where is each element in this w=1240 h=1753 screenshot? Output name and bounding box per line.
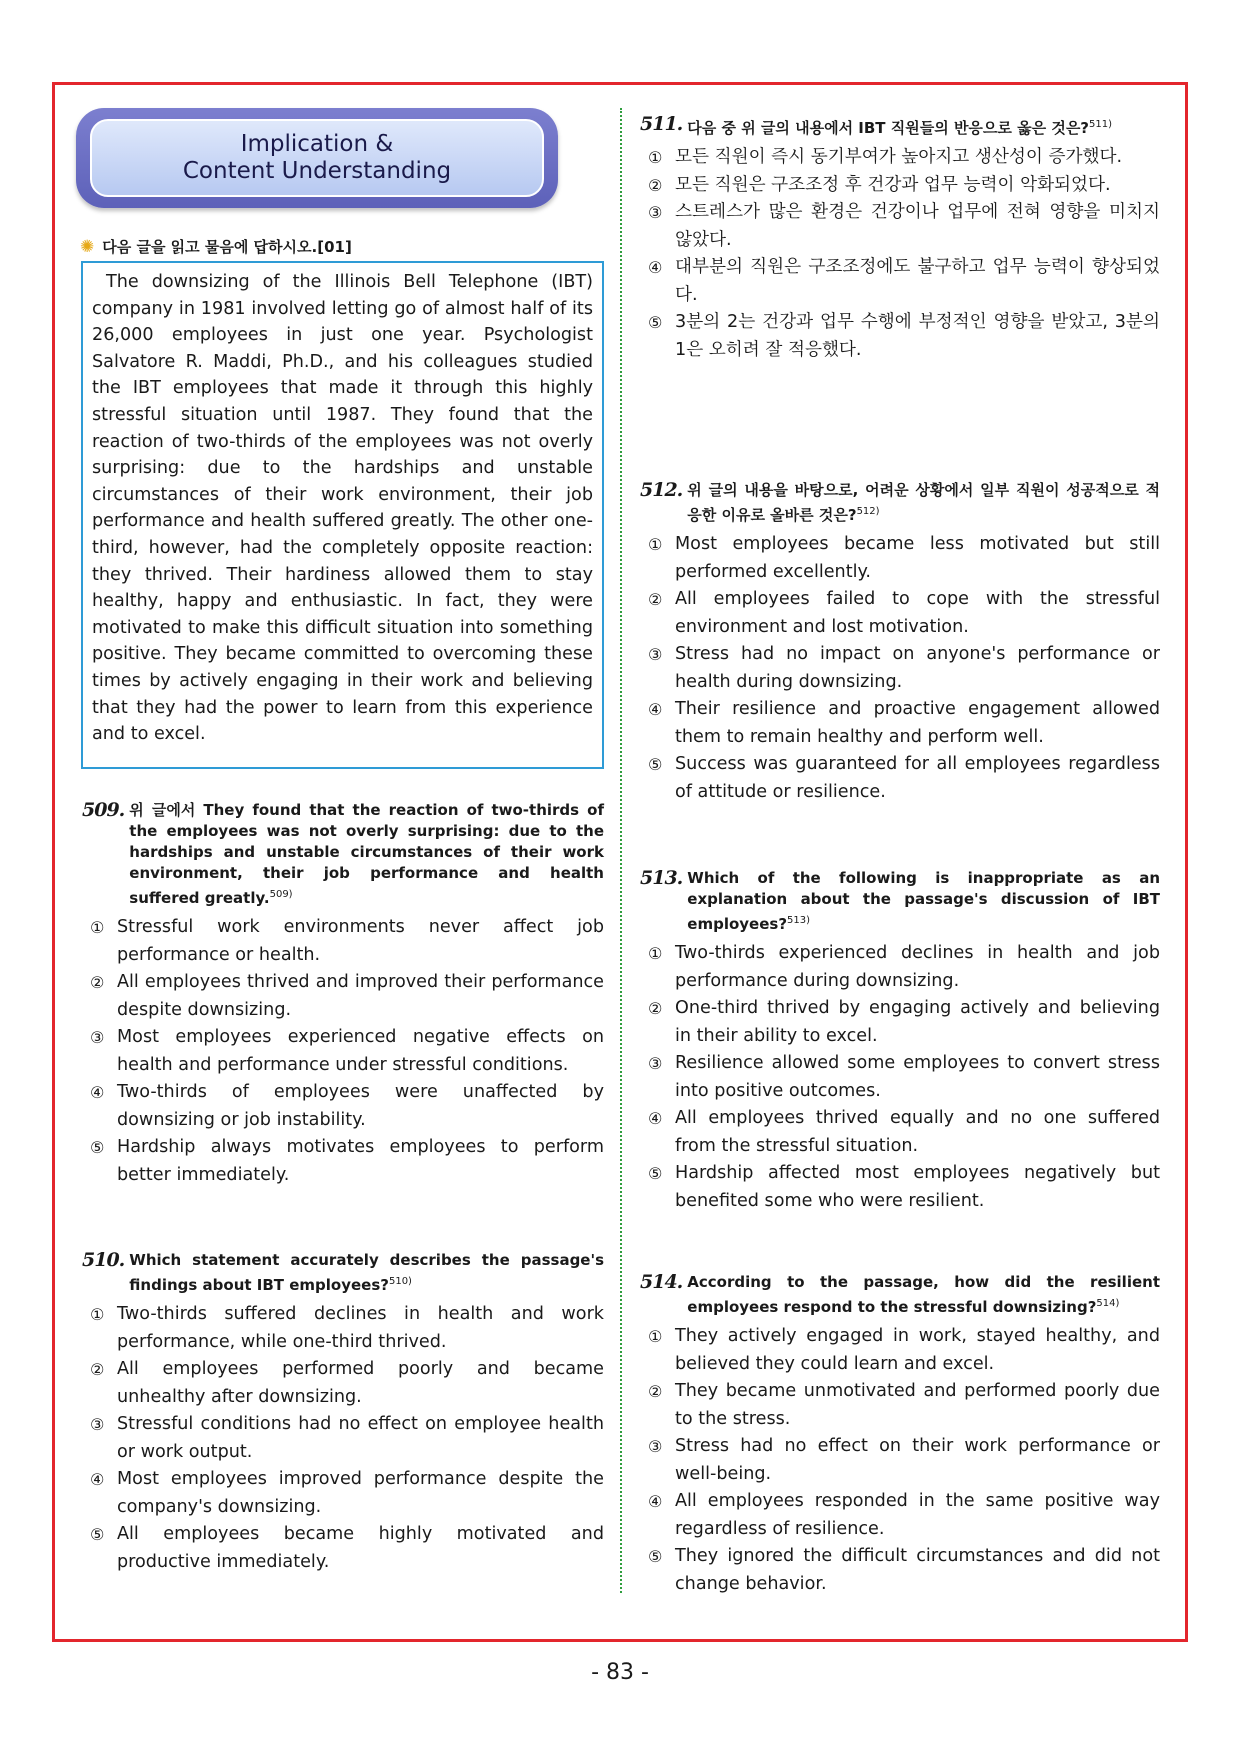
option-5[interactable]: ⑤ Success was guaranteed for all employees regardless of attitude or resilience. [648, 754, 1160, 802]
option-4[interactable]: ④ Their resilience and proactive engagement allowed them to remain healthy and perform well. [648, 699, 1160, 747]
question-number: 512. [640, 479, 683, 501]
option-5[interactable]: ⑤ Hardship always motivates employees to perform better immediately. [90, 1137, 604, 1185]
option-3[interactable]: ③ Stress had no effect on their work performance or well-being. [648, 1436, 1160, 1484]
option-1[interactable]: ① Stressful work environments never affect job performance or health. [90, 917, 604, 965]
option-4[interactable]: ④ 대부분의 직원은 구조조정에도 불구하고 업무 능력이 향상되었다. [648, 257, 1160, 305]
option-1[interactable]: ① 모든 직원이 즉시 동기부여가 높아지고 생산성이 증가했다. [648, 147, 1123, 167]
question-number: 511. [640, 113, 683, 135]
question-509 [82, 800, 604, 1189]
instruction [80, 236, 352, 257]
option-5[interactable]: ⑤ Hardship affected most employees negatively but benefited some who were resilient. [648, 1163, 1160, 1211]
question-number: 510. [82, 1249, 125, 1271]
question-stem [640, 114, 1160, 139]
section-title-line1: Implication & [240, 131, 394, 157]
option-3[interactable]: ③ Resilience allowed some employees to convert stress into positive outcomes. [648, 1053, 1160, 1101]
flower-icon: ✺ [80, 236, 95, 257]
option-4[interactable]: ④ Two-thirds of employees were unaffected by downsizing or job instability. [90, 1082, 604, 1130]
option-list [82, 1301, 604, 1576]
question-stem [640, 1272, 1160, 1318]
question-ref: 513) [787, 915, 811, 926]
column-divider [620, 108, 622, 1593]
option-list [640, 940, 1160, 1215]
option-2[interactable]: ② All employees thrived and improved their performance despite downsizing. [90, 972, 604, 1020]
question-text: 다음 중 위 글의 내용에서 IBT 직원들의 반응으로 옳은 것은?$^{511)}$ [687, 119, 1113, 137]
option-2[interactable]: ② They became unmotivated and performed poorly due to the stress. [648, 1381, 1160, 1429]
option-2[interactable]: ② 모든 직원은 구조조정 후 건강과 업무 능력이 악화되었다. [648, 174, 1111, 195]
question-number: 509. [82, 799, 125, 821]
option-3[interactable]: ③ 스트레스가 많은 환경은 건강이나 업무에 전혀 영향을 미치지 않았다. [648, 202, 1160, 250]
instruction-text: 다음 글을 읽고 물음에 답하시오.[01] [102, 238, 352, 256]
section-banner-inner [90, 119, 544, 197]
option-3[interactable]: ③ Most employees experienced negative effects on health and performance under stressful conditions. [90, 1027, 604, 1075]
option-list [82, 914, 604, 1189]
question-number: 513. [640, 867, 683, 889]
section-title-line2: Content Understanding [182, 158, 452, 184]
option-1[interactable]: ① Most employees became less motivated but still performed excellently. [648, 534, 1160, 582]
question-ref: 509) [269, 889, 293, 900]
question-stem [640, 868, 1160, 935]
question-ref: 511) [1089, 119, 1113, 130]
question-stem [82, 1250, 604, 1296]
question-text: 위 글에서 They found that the reaction of two-thirds of the employees was not overly surprising: due to the hardships and unstable circumstances of their work environment, their job performance and health suffered greatly.$^{509)}$ [129, 801, 604, 907]
option-3[interactable]: ③ Stressful conditions had no effect on employee health or work output. [90, 1414, 604, 1462]
question-511 [640, 114, 1160, 364]
question-text: According to the passage, how did the resilient employees respond to the stressful downsizing?$^{514)}$ [687, 1273, 1160, 1316]
option-2[interactable]: ② All employees performed poorly and became unhealthy after downsizing. [90, 1359, 604, 1407]
option-5[interactable]: ⑤ 3분의 2는 건강과 업무 수행에 부정적인 영향을 받았고, 3분의 1은 오히려 잘 적응했다. [648, 312, 1160, 360]
option-4[interactable]: ④ Most employees improved performance despite the company's downsizing. [90, 1469, 604, 1517]
option-4[interactable]: ④ All employees thrived equally and no one suffered from the stressful situation. [648, 1108, 1160, 1156]
question-stem [640, 480, 1160, 526]
question-514 [640, 1272, 1160, 1598]
option-2[interactable]: ② All employees failed to cope with the stressful environment and lost motivation. [648, 589, 1160, 637]
question-text: Which of the following is inappropriate as an explanation about the passage's discussion of IBT employees?$^{513)}$ [687, 869, 1160, 933]
option-2[interactable]: ② One-third thrived by engaging actively and believing in their ability to excel. [648, 998, 1160, 1046]
option-list [640, 1323, 1160, 1598]
option-list [640, 531, 1160, 806]
page-number: - 83 - [591, 1660, 649, 1685]
question-ref: 512) [856, 506, 880, 517]
option-5[interactable]: ⑤ All employees became highly motivated and productive immediately. [90, 1524, 604, 1572]
section-banner [76, 108, 558, 208]
question-510 [82, 1250, 604, 1576]
question-512 [640, 480, 1160, 806]
question-513 [640, 868, 1160, 1215]
option-1[interactable]: ① Two-thirds suffered declines in health and work performance, while one-third thrived. [90, 1304, 604, 1352]
option-4[interactable]: ④ All employees responded in the same positive way regardless of resilience. [648, 1491, 1160, 1539]
option-5[interactable]: ⑤ They ignored the difficult circumstances and did not change behavior. [648, 1546, 1160, 1594]
option-list [640, 144, 1160, 364]
question-number: 514. [640, 1271, 683, 1293]
option-1[interactable]: ① Two-thirds experienced declines in health and job performance during downsizing. [648, 943, 1160, 991]
question-text: Which statement accurately describes the passage's findings about IBT employees?$^{510)}$ [129, 1251, 604, 1294]
question-stem [82, 800, 604, 909]
question-ref: 510) [388, 1276, 412, 1287]
question-text: 위 글의 내용을 바탕으로, 어려운 상황에서 일부 직원이 성공적으로 적응한 이유로 올바른 것은?$^{512)}$ [687, 481, 1160, 524]
question-ref: 514) [1096, 1298, 1120, 1309]
option-1[interactable]: ① They actively engaged in work, stayed healthy, and believed they could learn and excel. [648, 1326, 1160, 1374]
option-3[interactable]: ③ Stress had no impact on anyone's performance or health during downsizing. [648, 644, 1160, 692]
reading-passage: The downsizing of the Illinois Bell Telephone (IBT) company in 1981 involved letting go of almost half of its 26,000 employees in just one year. Psychologist Salvatore R. Maddi, Ph.D., and his colleagues studied the IBT employees that made it through this highly stressful situation until 1987. They found that the reaction of two-thirds of the employees was not overly surprising: due to the hardships and unstable circumstances of their work environment, their job performance and health suffered greatly. The other one-third, however, had the completely opposite reaction: they thrived. Their hardiness allowed them to stay healthy, happy and enthusiastic. In fact, they were motivated to make this difficult situation into something positive. They became committed to overcoming these times by actively engaging in their work and believing that they had the power to learn from this experience and to excel. [81, 261, 604, 769]
